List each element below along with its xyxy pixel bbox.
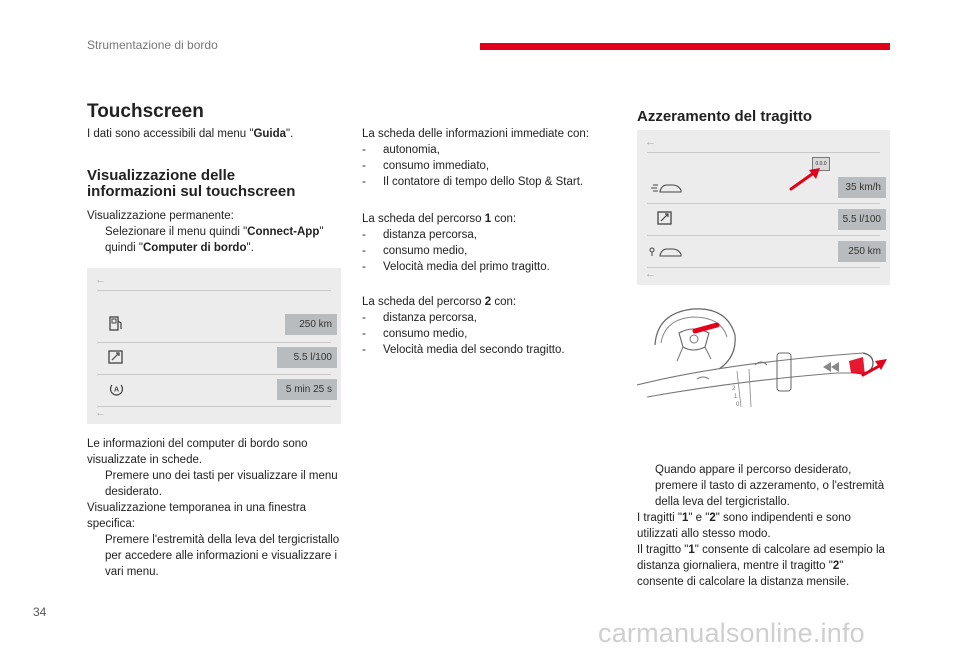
reset-trip-title: Azzeramento del tragitto [637,108,813,125]
distance-icon [649,245,683,263]
back-arrow-icon[interactable]: ← [95,274,106,286]
svg-text:0: 0 [736,402,740,408]
consumption-value: 5.5 l/100 [277,347,337,368]
page-title: Touchscreen [87,101,204,122]
col1-instructions: Le informazioni del computer di bordo sono visualizzate in schede. Premere uno dei tasti per visualizzare il menu desiderato. Visualizzazione temporanea in una finestra specifica: Premere l'estremità della leva del tergicristallo per accedere alle informazioni e visualizzare i vari menu. [87,438,340,578]
fuel-consumption-icon [657,210,673,231]
svg-text:2: 2 [732,386,736,392]
stop-start-time-value: 5 min 25 s [277,379,337,400]
average-speed-icon [649,181,683,199]
trip1-info-group: La scheda del percorso 1 con: - distanza percorsa, - consumo medio, - Velocità media del primo tragitto. [362,213,550,273]
permanent-display-text: Visualizzazione permanente: Selezionare il menu quindi "Connect-App" quindi "Computer di bordo". [87,210,324,254]
trip2-info-group: La scheda del percorso 2 con: - distanza percorsa, - consumo medio, - Velocità media del secondo tragitto. [362,296,565,356]
trip-computer-screen [87,268,341,424]
page-number: 34 [33,605,47,619]
trip-reset-screen [637,130,890,285]
distance-value: 250 km [838,241,886,262]
range-value: 250 km [285,314,337,335]
col3-instructions: Quando appare il percorso desiderato, premere il tasto di azzeramento, o l'estremità della leva del tergicristallo. I tragitti "1" e "2" sono indipendenti e sono utilizzati allo stesso modo. Il tragitto "1" consente di calcolare ad esempio la distanza giornaliera, mentre il tragitto "2" consente di calcolare la distanza mensile. [637,464,885,588]
back-arrow-icon-bottom[interactable]: ← [95,407,106,419]
immediate-info-group: La scheda delle informazioni immediate con: - autonomia, - consumo immediato, - Il contatore di tempo dello Stop & Start. [362,128,589,188]
svg-text:A: A [113,386,120,394]
header-accent-bar [480,43,890,50]
stop-start-icon [109,381,124,401]
section-title: Strumentazione di bordo [87,38,218,52]
fuel-pump-icon [109,316,123,337]
back-arrow-icon-bottom[interactable]: ← [645,268,656,280]
pointer-arrow-icon [787,166,827,192]
watermark: carmanualsonline.info [598,618,865,648]
reset-button[interactable]: 0.0.0 [812,157,830,171]
steering-stalk-illustration [637,295,892,410]
fuel-consumption-icon [108,349,124,370]
consumption-value: 5.5 l/100 [838,209,886,230]
intro-text: I dati sono accessibili dal menu "Guida". [87,128,294,140]
svg-text:1: 1 [734,394,738,400]
subtitle-touchscreen: Visualizzazione delle informazioni sul touchscreen [87,167,296,200]
average-speed-value: 35 km/h [838,177,886,198]
back-arrow-icon[interactable]: ← [645,136,656,148]
